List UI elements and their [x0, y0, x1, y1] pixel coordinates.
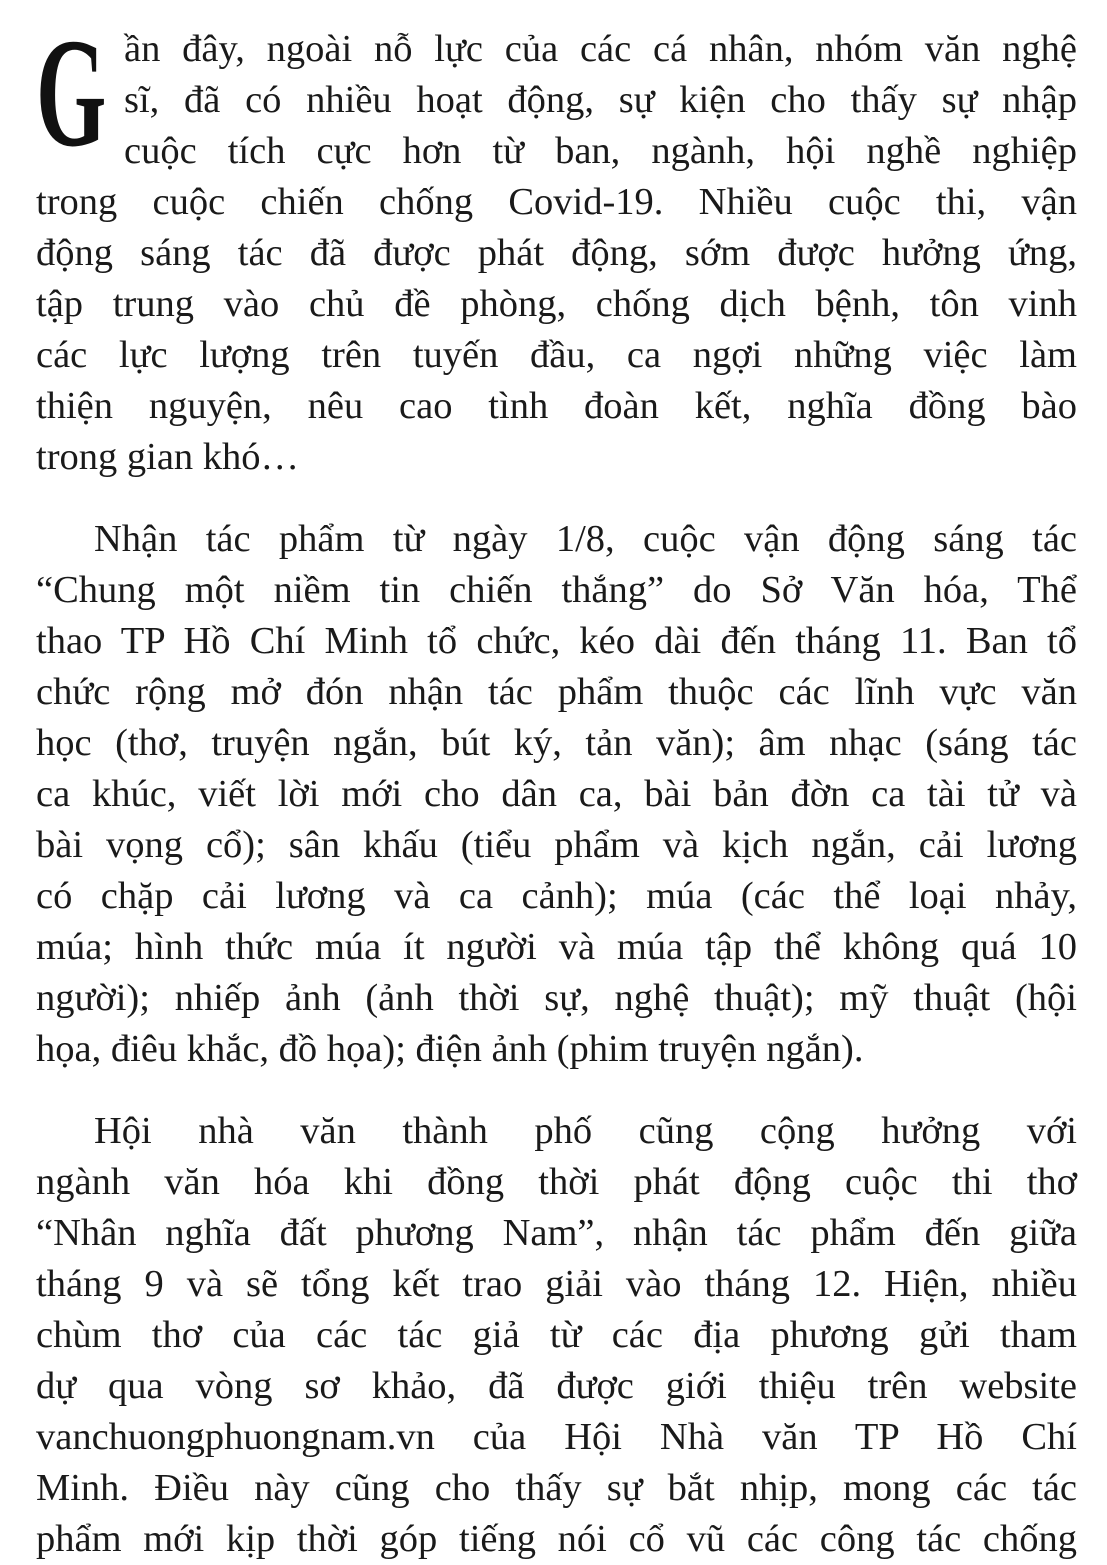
text-line: sĩ, đã có nhiều hoạt động, sự kiện cho thấy sự nhập [124, 79, 1077, 121]
paragraph-1 [36, 0, 1077, 483]
text-line: “Chung một niềm tin chiến thắng” do Sở Văn hóa, Thể [36, 569, 1077, 611]
text-line: thao TP Hồ Chí Minh tổ chức, kéo dài đến tháng 11. Ban tổ [36, 620, 1077, 662]
text-line: phẩm mới kịp thời góp tiếng nói cổ vũ các công tác chống [36, 1518, 1077, 1560]
text-line: thiện nguyện, nêu cao tình đoàn kết, nghĩa đồng bào [36, 385, 1077, 427]
text-line: các lực lượng trên tuyến đầu, ca ngợi những việc làm [36, 334, 1077, 376]
drop-cap: G [36, 6, 107, 179]
text-line: có chặp cải lương và ca cảnh); múa (các thể loại nhảy, [36, 875, 1077, 917]
paragraph-3 [36, 1106, 1077, 1565]
paragraph-2 [36, 514, 1077, 1075]
text-line: người); nhiếp ảnh (ảnh thời sự, nghệ thuật); mỹ thuật (hội [36, 977, 1077, 1019]
text-line: “Nhân nghĩa đất phương Nam”, nhận tác phẩm đến giữa [36, 1212, 1077, 1254]
text-line: trong gian khó… [36, 436, 300, 478]
text-line: chùm thơ của các tác giả từ các địa phương gửi tham [36, 1314, 1077, 1356]
text-line: ần đây, ngoài nỗ lực của các cá nhân, nhóm văn nghệ [124, 28, 1077, 70]
text-line: Hội nhà văn thành phố cũng cộng hưởng với [94, 1110, 1077, 1152]
text-line: chức rộng mở đón nhận tác phẩm thuộc các lĩnh vực văn [36, 671, 1077, 713]
text-line: Minh. Điều này cũng cho thấy sự bắt nhịp, mong các tác [36, 1467, 1077, 1509]
text-line: cuộc tích cực hơn từ ban, ngành, hội nghề nghiệp [124, 130, 1077, 172]
text-line: ca khúc, viết lời mới cho dân ca, bài bản đờn ca tài tử và [36, 773, 1077, 815]
text-line: động sáng tác đã được phát động, sớm được hưởng ứng, [36, 232, 1077, 274]
text-line: múa; hình thức múa ít người và múa tập thể không quá 10 [36, 926, 1077, 968]
text-line: vanchuongphuongnam.vn của Hội Nhà văn TP Hồ Chí [36, 1416, 1077, 1458]
text-line: tháng 9 và sẽ tổng kết trao giải vào tháng 12. Hiện, nhiều [36, 1263, 1077, 1305]
text-line: Nhận tác phẩm từ ngày 1/8, cuộc vận động sáng tác [94, 518, 1077, 560]
text-line: dự qua vòng sơ khảo, đã được giới thiệu trên website [36, 1365, 1077, 1407]
text-line: ngành văn hóa khi đồng thời phát động cuộc thi thơ [36, 1161, 1077, 1203]
text-line: trong cuộc chiến chống Covid-19. Nhiều cuộc thi, vận [36, 181, 1077, 223]
text-line: bài vọng cổ); sân khấu (tiểu phẩm và kịch ngắn, cải lương [36, 824, 1077, 866]
text-line: họa, điêu khắc, đồ họa); điện ảnh (phim truyện ngắn). [36, 1028, 864, 1070]
text-line: tập trung vào chủ đề phòng, chống dịch bệnh, tôn vinh [36, 283, 1077, 325]
article-body [36, 0, 1077, 1565]
text-line: học (thơ, truyện ngắn, bút ký, tản văn); âm nhạc (sáng tác [36, 722, 1077, 764]
